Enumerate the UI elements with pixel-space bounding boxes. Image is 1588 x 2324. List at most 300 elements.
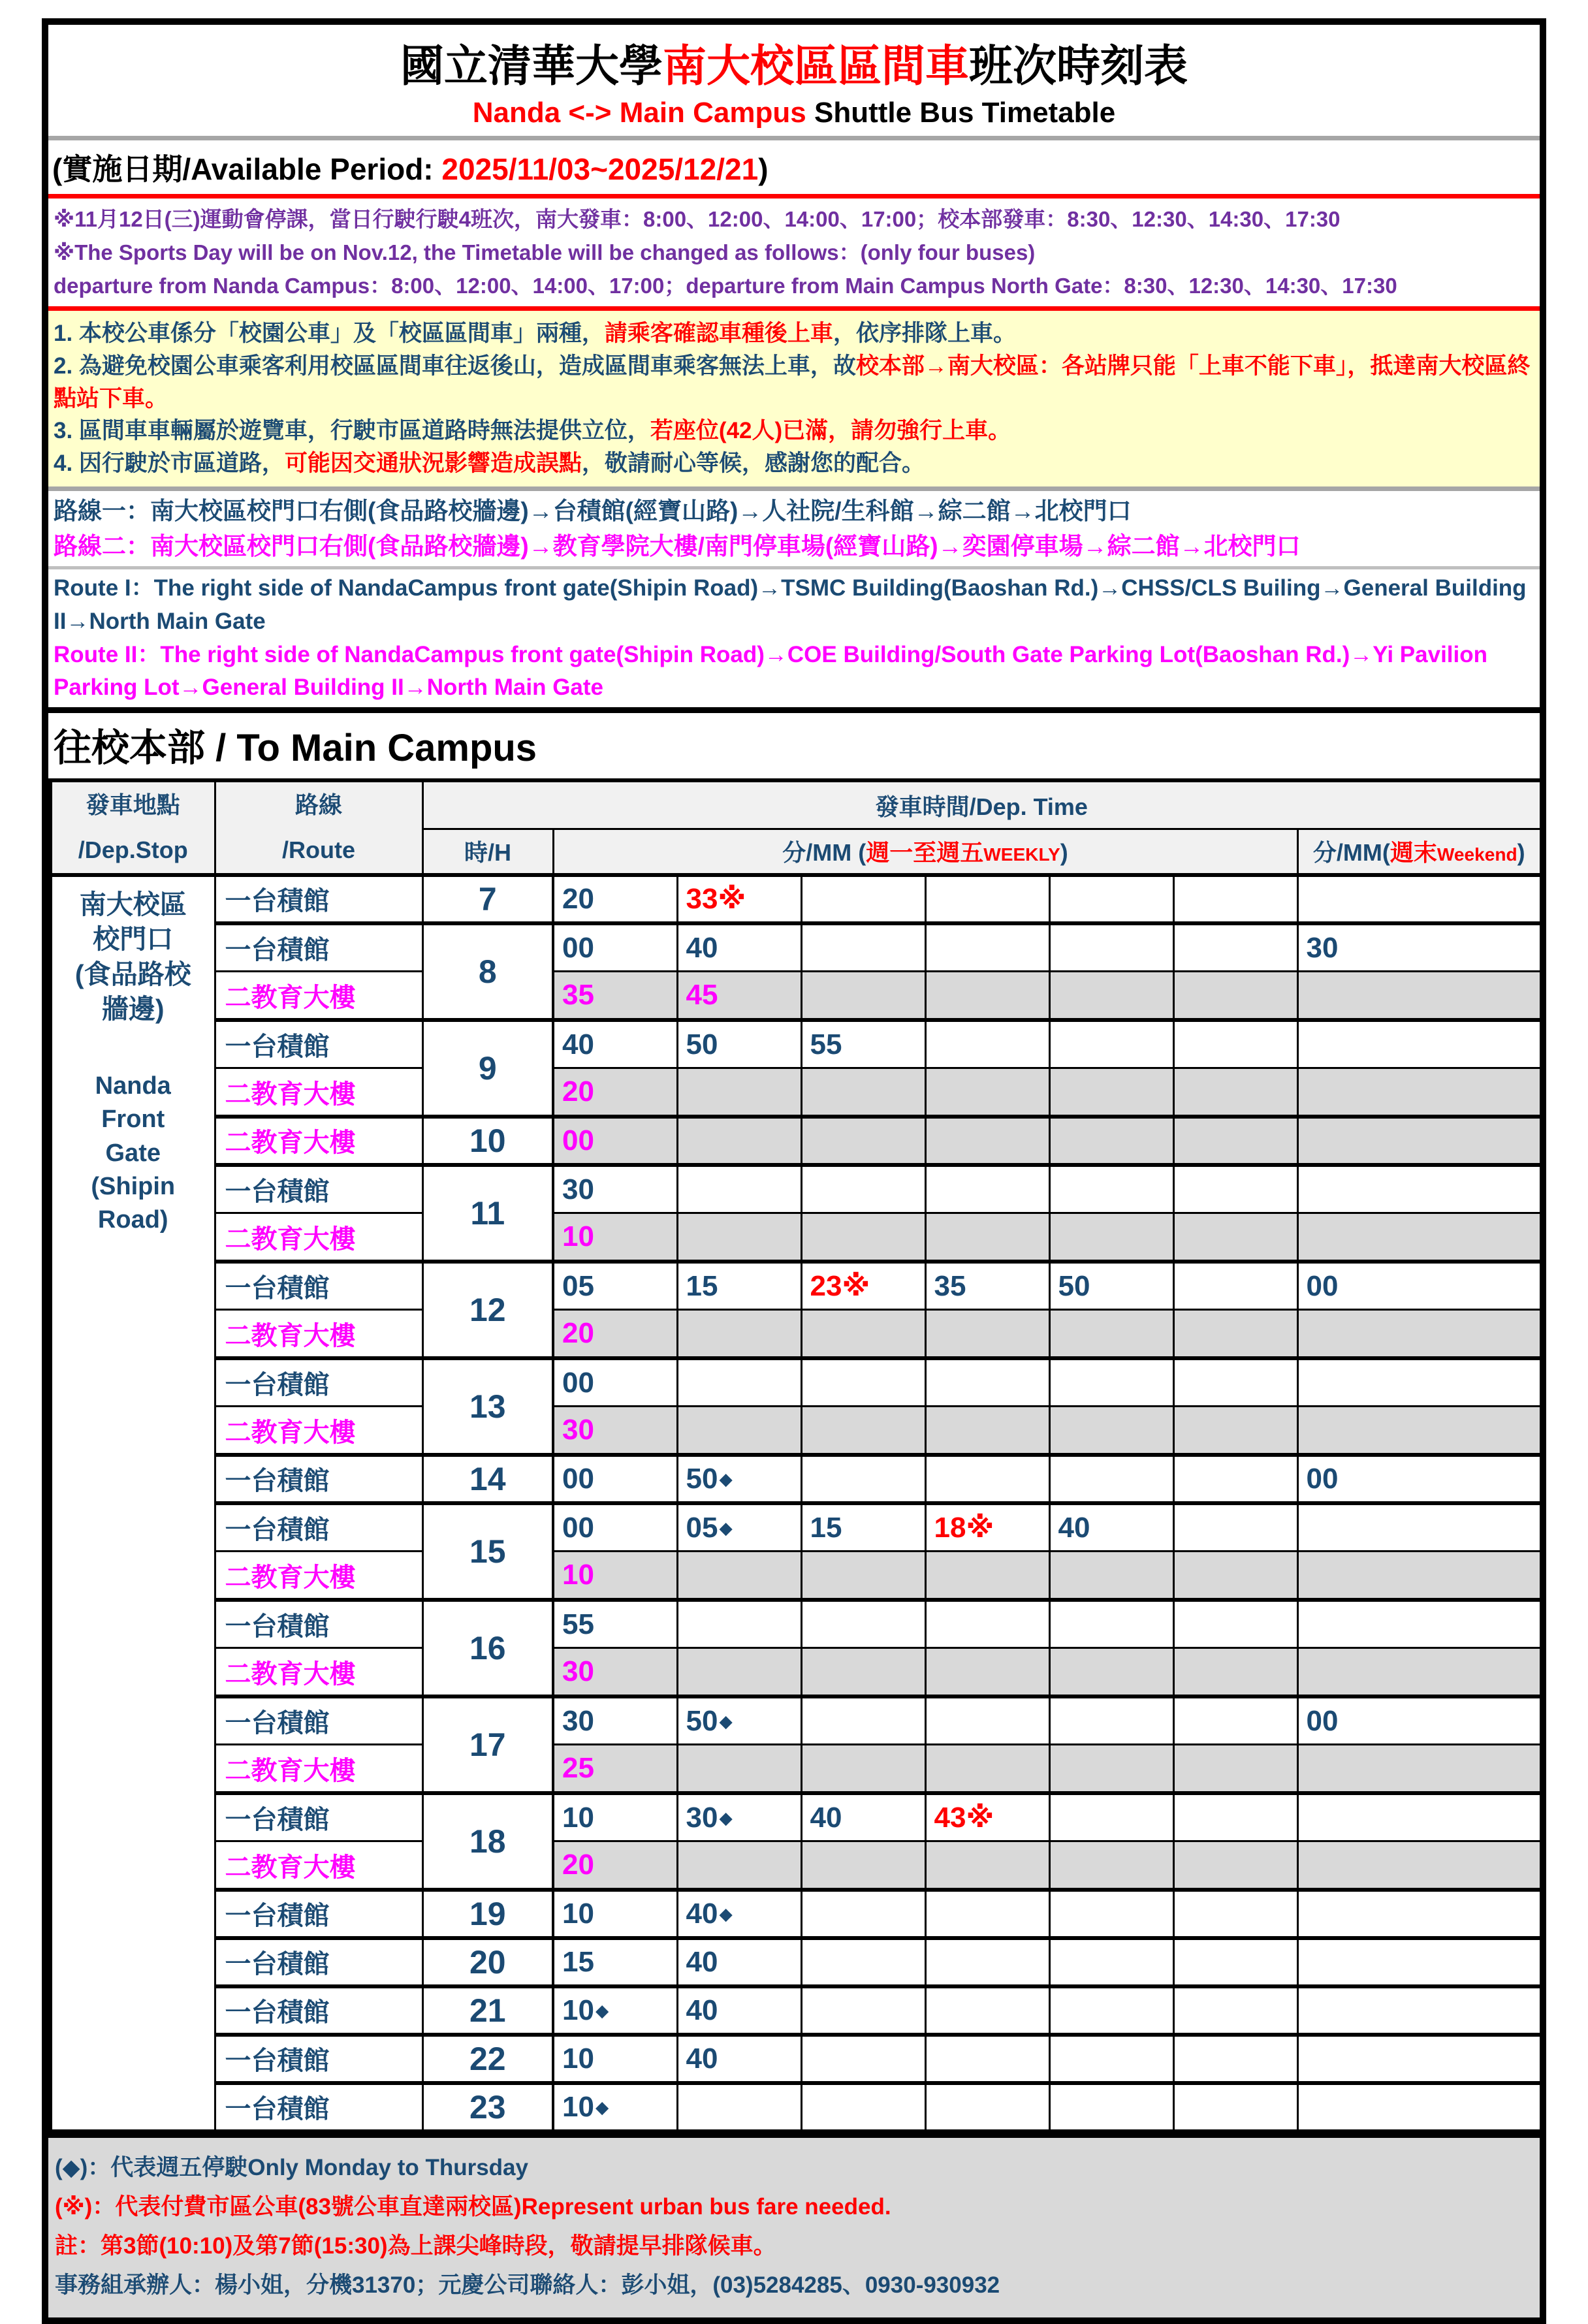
minute-cell: 00 xyxy=(553,1358,677,1407)
minute-cell: 45 xyxy=(677,972,801,1020)
minute-cell: 18※ xyxy=(925,1503,1049,1552)
weekend-minute-cell xyxy=(1297,2035,1542,2083)
minute-cell xyxy=(1173,923,1297,972)
minute-cell xyxy=(1049,1841,1173,1890)
minute-cell xyxy=(677,1358,801,1407)
minute-cell xyxy=(677,1117,801,1165)
minute-cell xyxy=(1173,2083,1297,2131)
route-label-cell: 二教育大樓 xyxy=(215,1310,422,1358)
route-descriptions-zh xyxy=(48,491,1540,566)
minute-cell xyxy=(1173,1552,1297,1600)
rule-item: 4. 因行駛於市區道路，可能因交通狀況影響造成誤點，敬請耐心等候，感謝您的配合。 xyxy=(54,451,925,477)
minute-cell xyxy=(801,1552,925,1600)
route-label-cell: 一台積館 xyxy=(215,1503,422,1552)
minute-cell xyxy=(925,1068,1049,1117)
minute-cell xyxy=(925,1890,1049,1938)
minute-cell: 40◆ xyxy=(677,1890,801,1938)
minute-cell: 40 xyxy=(1049,1503,1173,1552)
minute-cell xyxy=(1049,1310,1173,1358)
minute-cell xyxy=(1173,1648,1297,1696)
weekend-minute-cell xyxy=(1297,1793,1542,1841)
minute-cell xyxy=(925,1986,1049,2035)
header-dep-stop-en: /Dep.Stop xyxy=(78,836,188,863)
rule-item: 1. 本校公車係分「校園公車」及「校區區間車」兩種，請乘客確認車種後上車，依序排隊上車。 xyxy=(54,321,1016,347)
weekend-minute-cell xyxy=(1297,1600,1542,1648)
hour-cell: 23 xyxy=(422,2083,553,2131)
weekend-minute-cell xyxy=(1297,1938,1542,1986)
route-label-cell: 二教育大樓 xyxy=(215,972,422,1020)
timetable-row xyxy=(50,1600,1542,1648)
footnote-line: (◆)：代表週五停駛Only Monday to Thursday xyxy=(55,2154,528,2180)
minute-cell xyxy=(1173,1165,1297,1213)
hour-cell: 21 xyxy=(422,1986,553,2035)
timetable-row xyxy=(50,1117,1542,1165)
available-period: (實施日期/Available Period: 2025/11/03~2025/12/21) xyxy=(52,152,769,186)
minute-cell: 10 xyxy=(553,1890,677,1938)
minute-cell xyxy=(1173,1213,1297,1262)
minute-cell: 55 xyxy=(553,1600,677,1648)
minute-cell: 35 xyxy=(553,972,677,1020)
page-subtitle: Nanda <-> Main Campus Shuttle Bus Timetable xyxy=(472,97,1116,129)
notice-line: departure from Nanda Campus：8:00、12:00、14:00、17:00；departure from Main Campus North Gate：8:30、12:30、14:30、17:30 xyxy=(54,274,1397,298)
hour-cell: 15 xyxy=(422,1503,553,1600)
minute-cell: 10 xyxy=(553,1213,677,1262)
minute-cell xyxy=(925,1213,1049,1262)
minute-cell xyxy=(801,875,925,923)
weekend-minute-cell: 30 xyxy=(1297,923,1542,972)
minute-cell: 40 xyxy=(677,1986,801,2035)
minute-cell xyxy=(1173,2035,1297,2083)
minute-cell xyxy=(1049,1793,1173,1841)
minute-cell xyxy=(801,1165,925,1213)
minute-cell: 50 xyxy=(1049,1262,1173,1310)
weekend-minute-cell xyxy=(1297,1117,1542,1165)
timetable-row xyxy=(50,1986,1542,2035)
minute-cell xyxy=(1173,1841,1297,1890)
route-line: 路線一：南大校區校門口右側(食品路校牆邊)→台積館(經寶山路)→人社院/生科館→綜二館→北校門口 xyxy=(54,497,1132,524)
footnote-line: 註：第3節(10:10)及第7節(15:30)為上課尖峰時段，敬請提早排隊候車。 xyxy=(55,2233,776,2259)
divider-gray xyxy=(48,486,1540,491)
minute-cell: 50◆ xyxy=(677,1455,801,1503)
minute-cell: 30 xyxy=(553,1648,677,1696)
timetable-row xyxy=(50,2035,1542,2083)
timetable-row xyxy=(50,1745,1542,1793)
minute-cell xyxy=(677,2083,801,2131)
minute-cell xyxy=(925,1648,1049,1696)
weekend-minute-cell xyxy=(1297,972,1542,1020)
hour-cell: 13 xyxy=(422,1358,553,1455)
minute-cell xyxy=(1049,1745,1173,1793)
minute-cell xyxy=(801,923,925,972)
header-minutes-weekday: 分/MM (週一至週五WEEKLY) xyxy=(553,829,1297,875)
minute-cell xyxy=(801,1696,925,1745)
minute-cell xyxy=(1049,1407,1173,1455)
weekend-minute-cell xyxy=(1297,2083,1542,2131)
minute-cell xyxy=(1049,1020,1173,1068)
hour-cell: 10 xyxy=(422,1117,553,1165)
mon-thu-only-icon: ◆ xyxy=(719,1469,733,1489)
minute-cell: 50◆ xyxy=(677,1696,801,1745)
minute-cell: 20 xyxy=(553,875,677,923)
minute-cell xyxy=(1173,875,1297,923)
route-label-cell: 二教育大樓 xyxy=(215,1407,422,1455)
route-label-cell: 一台積館 xyxy=(215,1793,422,1841)
route-label-cell: 二教育大樓 xyxy=(215,1552,422,1600)
section-title: 往校本部 / To Main Campus xyxy=(48,707,1540,778)
timetable-row xyxy=(50,1068,1542,1117)
minute-cell xyxy=(1173,972,1297,1020)
minute-cell xyxy=(925,1696,1049,1745)
timetable-row xyxy=(50,1407,1542,1455)
minute-cell xyxy=(925,1165,1049,1213)
minute-cell xyxy=(801,1841,925,1890)
minute-cell xyxy=(1173,1407,1297,1455)
route-label-cell: 一台積館 xyxy=(215,1600,422,1648)
minute-cell: 35 xyxy=(925,1262,1049,1310)
minute-cell xyxy=(801,1213,925,1262)
route-label-cell: 一台積館 xyxy=(215,1020,422,1068)
weekend-minute-cell xyxy=(1297,1503,1542,1552)
minute-cell xyxy=(677,1068,801,1117)
minute-cell xyxy=(925,1938,1049,1986)
weekend-minute-cell xyxy=(1297,1358,1542,1407)
minute-cell xyxy=(1173,1117,1297,1165)
rule-item: 2. 為避免校園公車乘客利用校區區間車往返後山，造成區間車乘客無法上車，故校本部→南大校區：各站牌只能「上車不能下車」，抵達南大校區終點站下車。 xyxy=(54,353,1531,411)
route-label-cell: 二教育大樓 xyxy=(215,1068,422,1117)
minute-cell xyxy=(677,1407,801,1455)
weekend-minute-cell xyxy=(1297,1890,1542,1938)
weekend-minute-cell: 00 xyxy=(1297,1696,1542,1745)
header-hour: 時/H xyxy=(422,829,553,875)
minute-cell: 15 xyxy=(801,1503,925,1552)
minute-cell xyxy=(925,1020,1049,1068)
rule-item: 3. 區間車車輛屬於遊覽車，行駛市區道路時無法提供立位，若座位(42人)已滿，請勿強行上車。 xyxy=(54,418,1011,444)
timetable xyxy=(48,778,1544,2133)
hour-cell: 19 xyxy=(422,1890,553,1938)
minute-cell: 40 xyxy=(677,2035,801,2083)
route-label-cell: 一台積館 xyxy=(215,1890,422,1938)
weekend-minute-cell xyxy=(1297,1552,1542,1600)
minute-cell xyxy=(801,1745,925,1793)
departure-stop-cell xyxy=(50,875,215,2131)
minute-cell xyxy=(1049,1213,1173,1262)
timetable-row xyxy=(50,875,1542,923)
minute-cell xyxy=(1173,1986,1297,2035)
minute-cell: 05 xyxy=(553,1262,677,1310)
minute-cell xyxy=(925,1117,1049,1165)
minute-cell xyxy=(925,1455,1049,1503)
header-dep-stop-zh: 發車地點 xyxy=(86,791,180,819)
departure-stop-zh: 南大校區 校門口 (食品路校 牆邊) xyxy=(74,889,191,1024)
minute-cell: 00 xyxy=(553,1503,677,1552)
minute-cell xyxy=(801,1986,925,2035)
minute-cell xyxy=(1049,1165,1173,1213)
weekend-minute-cell xyxy=(1297,1020,1542,1068)
hour-cell: 18 xyxy=(422,1793,553,1890)
header-dep-stop xyxy=(50,780,215,875)
minute-cell xyxy=(1049,1986,1173,2035)
route-label-cell: 一台積館 xyxy=(215,1165,422,1213)
timetable-row xyxy=(50,1455,1542,1503)
minute-cell xyxy=(801,2035,925,2083)
minute-cell: 00 xyxy=(553,1117,677,1165)
weekend-minute-cell xyxy=(1297,1068,1542,1117)
weekend-minute-cell xyxy=(1297,1986,1542,2035)
minute-cell: 15 xyxy=(677,1262,801,1310)
minute-cell xyxy=(801,972,925,1020)
header-minutes-weekend: 分/MM(週末Weekend) xyxy=(1297,829,1542,875)
minute-cell xyxy=(801,1068,925,1117)
timetable-row xyxy=(50,1890,1542,1938)
minute-cell xyxy=(1173,1262,1297,1310)
weekend-minute-cell xyxy=(1297,875,1542,923)
departure-stop-en: Nanda Front Gate (Shipin Road) xyxy=(91,1072,176,1234)
route-descriptions-en xyxy=(48,569,1540,707)
minute-cell xyxy=(1049,1890,1173,1938)
weekend-minute-cell xyxy=(1297,1745,1542,1793)
minute-cell xyxy=(1049,923,1173,972)
route-line: 路線二：南大校區校門口右側(食品路校牆邊)→教育學院大樓/南門停車場(經寶山路)→奕園停車場→綜二館→北校門口 xyxy=(54,532,1301,560)
minute-cell: 00 xyxy=(553,923,677,972)
passenger-rules xyxy=(48,311,1540,486)
minute-cell xyxy=(925,1358,1049,1407)
minute-cell: 20 xyxy=(553,1841,677,1890)
minute-cell: 05◆ xyxy=(677,1503,801,1552)
minute-cell xyxy=(925,2035,1049,2083)
minute-cell: 10 xyxy=(553,1793,677,1841)
sports-day-notice xyxy=(48,199,1540,306)
minute-cell: 15 xyxy=(553,1938,677,1986)
weekend-minute-cell xyxy=(1297,1841,1542,1890)
minute-cell xyxy=(1173,1600,1297,1648)
minute-cell xyxy=(925,1841,1049,1890)
minute-cell xyxy=(677,1841,801,1890)
minute-cell: 10◆ xyxy=(553,1986,677,2035)
timetable-row xyxy=(50,1020,1542,1068)
minute-cell: 30 xyxy=(553,1407,677,1455)
minute-cell xyxy=(801,1890,925,1938)
minute-cell xyxy=(1049,1696,1173,1745)
minute-cell xyxy=(801,1455,925,1503)
mon-thu-only-icon: ◆ xyxy=(595,2000,609,2020)
timetable-row xyxy=(50,1503,1542,1552)
minute-cell xyxy=(1173,1358,1297,1407)
route-line: Route II：The right side of NandaCampus front gate(Shipin Road)→COE Building/South Gate Parking Lot(Baoshan Rd.)→Yi Pavilion Parking Lot→General Building II→North Main Gate xyxy=(54,641,1487,701)
header-route-zh: 路線 xyxy=(294,791,342,819)
hour-cell: 22 xyxy=(422,2035,553,2083)
mon-thu-only-icon: ◆ xyxy=(719,1903,733,1924)
minute-cell xyxy=(801,1358,925,1407)
mon-thu-only-icon: ◆ xyxy=(719,1807,733,1828)
timetable-row xyxy=(50,1262,1542,1310)
timetable-row xyxy=(50,972,1542,1020)
timetable-row xyxy=(50,1552,1542,1600)
timetable-row xyxy=(50,1648,1542,1696)
minute-cell: 43※ xyxy=(925,1793,1049,1841)
minute-cell: 10 xyxy=(553,2035,677,2083)
route-label-cell: 一台積館 xyxy=(215,1358,422,1407)
minute-cell xyxy=(1049,1552,1173,1600)
minute-cell: 40 xyxy=(677,1938,801,1986)
minute-cell xyxy=(925,1600,1049,1648)
weekend-minute-cell xyxy=(1297,1165,1542,1213)
minute-cell: 10◆ xyxy=(553,2083,677,2131)
route-label-cell: 二教育大樓 xyxy=(215,1213,422,1262)
timetable-page xyxy=(42,18,1546,2324)
footnote-line: 事務組承辦人：楊小姐，分機31370；元慶公司聯絡人：彭小姐，(03)5284285、0930-930932 xyxy=(55,2272,1000,2299)
minute-cell xyxy=(1049,1938,1173,1986)
timetable-row xyxy=(50,1213,1542,1262)
minute-cell xyxy=(1049,2083,1173,2131)
minute-cell xyxy=(1173,1455,1297,1503)
route-label-cell: 一台積館 xyxy=(215,923,422,972)
minute-cell xyxy=(1173,1310,1297,1358)
minute-cell: 40 xyxy=(553,1020,677,1068)
minute-cell xyxy=(1173,1745,1297,1793)
route-label-cell: 二教育大樓 xyxy=(215,1745,422,1793)
notice-line: ※11月12日(三)運動會停課，當日行駛行駛4班次，南大發車：8:00、12:00、14:00、17:00；校本部發車：8:30、12:30、14:30、17:30 xyxy=(54,207,1341,231)
mon-thu-only-icon: ◆ xyxy=(595,2097,609,2117)
route-label-cell: 一台積館 xyxy=(215,1696,422,1745)
divider-red xyxy=(48,306,1540,311)
route-label-cell: 二教育大樓 xyxy=(215,1648,422,1696)
minute-cell xyxy=(1049,1455,1173,1503)
divider-gray xyxy=(48,136,1540,140)
header-route xyxy=(215,780,422,875)
minute-cell: 30 xyxy=(553,1165,677,1213)
timetable-row xyxy=(50,1938,1542,1986)
minute-cell xyxy=(677,1600,801,1648)
weekend-minute-cell xyxy=(1297,1213,1542,1262)
minute-cell xyxy=(1049,2035,1173,2083)
timetable-row xyxy=(50,1793,1542,1841)
minute-cell xyxy=(677,1213,801,1262)
minute-cell: 20 xyxy=(553,1310,677,1358)
hour-cell: 9 xyxy=(422,1020,553,1117)
weekend-minute-cell xyxy=(1297,1407,1542,1455)
timetable-row xyxy=(50,1165,1542,1213)
minute-cell xyxy=(1049,1648,1173,1696)
timetable-row xyxy=(50,1841,1542,1890)
route-label-cell: 二教育大樓 xyxy=(215,1841,422,1890)
minute-cell xyxy=(925,1745,1049,1793)
minute-cell xyxy=(677,1310,801,1358)
minute-cell xyxy=(925,2083,1049,2131)
timetable-row xyxy=(50,923,1542,972)
minute-cell: 33※ xyxy=(677,875,801,923)
minute-cell xyxy=(1173,1503,1297,1552)
mon-thu-only-icon: ◆ xyxy=(719,1518,733,1538)
notice-line: ※The Sports Day will be on Nov.12, the Timetable will be changed as follows：(only four buses) xyxy=(54,240,1036,265)
minute-cell xyxy=(1049,875,1173,923)
minute-cell xyxy=(925,923,1049,972)
hour-cell: 17 xyxy=(422,1696,553,1793)
minute-cell xyxy=(1049,1117,1173,1165)
minute-cell: 40 xyxy=(801,1793,925,1841)
header-route-en: /Route xyxy=(282,836,355,863)
minute-cell xyxy=(1173,1068,1297,1117)
footnotes xyxy=(48,2133,1540,2317)
minute-cell: 00 xyxy=(553,1455,677,1503)
hour-cell: 8 xyxy=(422,923,553,1020)
route-label-cell: 一台積館 xyxy=(215,1262,422,1310)
minute-cell: 25 xyxy=(553,1745,677,1793)
minute-cell: 40 xyxy=(677,923,801,972)
hour-cell: 12 xyxy=(422,1262,553,1358)
minute-cell xyxy=(925,875,1049,923)
timetable-row xyxy=(50,1310,1542,1358)
minute-cell xyxy=(1173,1938,1297,1986)
minute-cell xyxy=(801,2083,925,2131)
route-label-cell: 一台積館 xyxy=(215,1938,422,1986)
minute-cell: 10 xyxy=(553,1552,677,1600)
minute-cell xyxy=(677,1648,801,1696)
minute-cell: 30 xyxy=(553,1696,677,1745)
page-title: 國立清華大學南大校區區間車班次時刻表 xyxy=(400,42,1188,91)
minute-cell xyxy=(677,1165,801,1213)
route-label-cell: 一台積館 xyxy=(215,1986,422,2035)
hour-cell: 14 xyxy=(422,1455,553,1503)
timetable-row xyxy=(50,1358,1542,1407)
footnote-line: (※)：代表付費市區公車(83號公車直達兩校區)Represent urban bus fare needed. xyxy=(55,2194,891,2220)
route-label-cell: 二教育大樓 xyxy=(215,1117,422,1165)
weekend-minute-cell: 00 xyxy=(1297,1262,1542,1310)
weekend-minute-cell xyxy=(1297,1648,1542,1696)
minute-cell: 50 xyxy=(677,1020,801,1068)
hour-cell: 11 xyxy=(422,1165,553,1262)
minute-cell xyxy=(1173,1020,1297,1068)
minute-cell xyxy=(1049,1358,1173,1407)
minute-cell xyxy=(1049,1600,1173,1648)
minute-cell xyxy=(801,1938,925,1986)
hour-cell: 20 xyxy=(422,1938,553,1986)
minute-cell xyxy=(925,1407,1049,1455)
route-label-cell: 一台積館 xyxy=(215,2083,422,2131)
minute-cell xyxy=(801,1600,925,1648)
hour-cell: 16 xyxy=(422,1600,553,1696)
minute-cell: 30◆ xyxy=(677,1793,801,1841)
minute-cell xyxy=(1173,1890,1297,1938)
minute-cell xyxy=(1173,1793,1297,1841)
route-line: Route I：The right side of NandaCampus front gate(Shipin Road)→TSMC Building(Baoshan Rd.)→CHSS/CLS Builing→General Building II→North Main Gate xyxy=(54,575,1527,634)
minute-cell xyxy=(925,1552,1049,1600)
weekend-minute-cell xyxy=(1297,1310,1542,1358)
header-dep-time: 發車時間/Dep. Time xyxy=(422,780,1542,829)
minute-cell: 55 xyxy=(801,1020,925,1068)
mon-thu-only-icon: ◆ xyxy=(719,1711,733,1731)
minute-cell xyxy=(1049,972,1173,1020)
minute-cell xyxy=(801,1407,925,1455)
minute-cell xyxy=(925,972,1049,1020)
minute-cell xyxy=(801,1648,925,1696)
minute-cell: 23※ xyxy=(801,1262,925,1310)
divider-red xyxy=(48,194,1540,199)
timetable-row xyxy=(50,2083,1542,2131)
minute-cell xyxy=(801,1310,925,1358)
minute-cell xyxy=(801,1117,925,1165)
route-label-cell: 一台積館 xyxy=(215,875,422,923)
hour-cell: 7 xyxy=(422,875,553,923)
route-label-cell: 一台積館 xyxy=(215,1455,422,1503)
route-label-cell: 一台積館 xyxy=(215,2035,422,2083)
minute-cell: 20 xyxy=(553,1068,677,1117)
minute-cell xyxy=(677,1552,801,1600)
weekend-minute-cell: 00 xyxy=(1297,1455,1542,1503)
minute-cell xyxy=(677,1745,801,1793)
minute-cell xyxy=(1173,1696,1297,1745)
timetable-row xyxy=(50,1696,1542,1745)
minute-cell xyxy=(925,1310,1049,1358)
